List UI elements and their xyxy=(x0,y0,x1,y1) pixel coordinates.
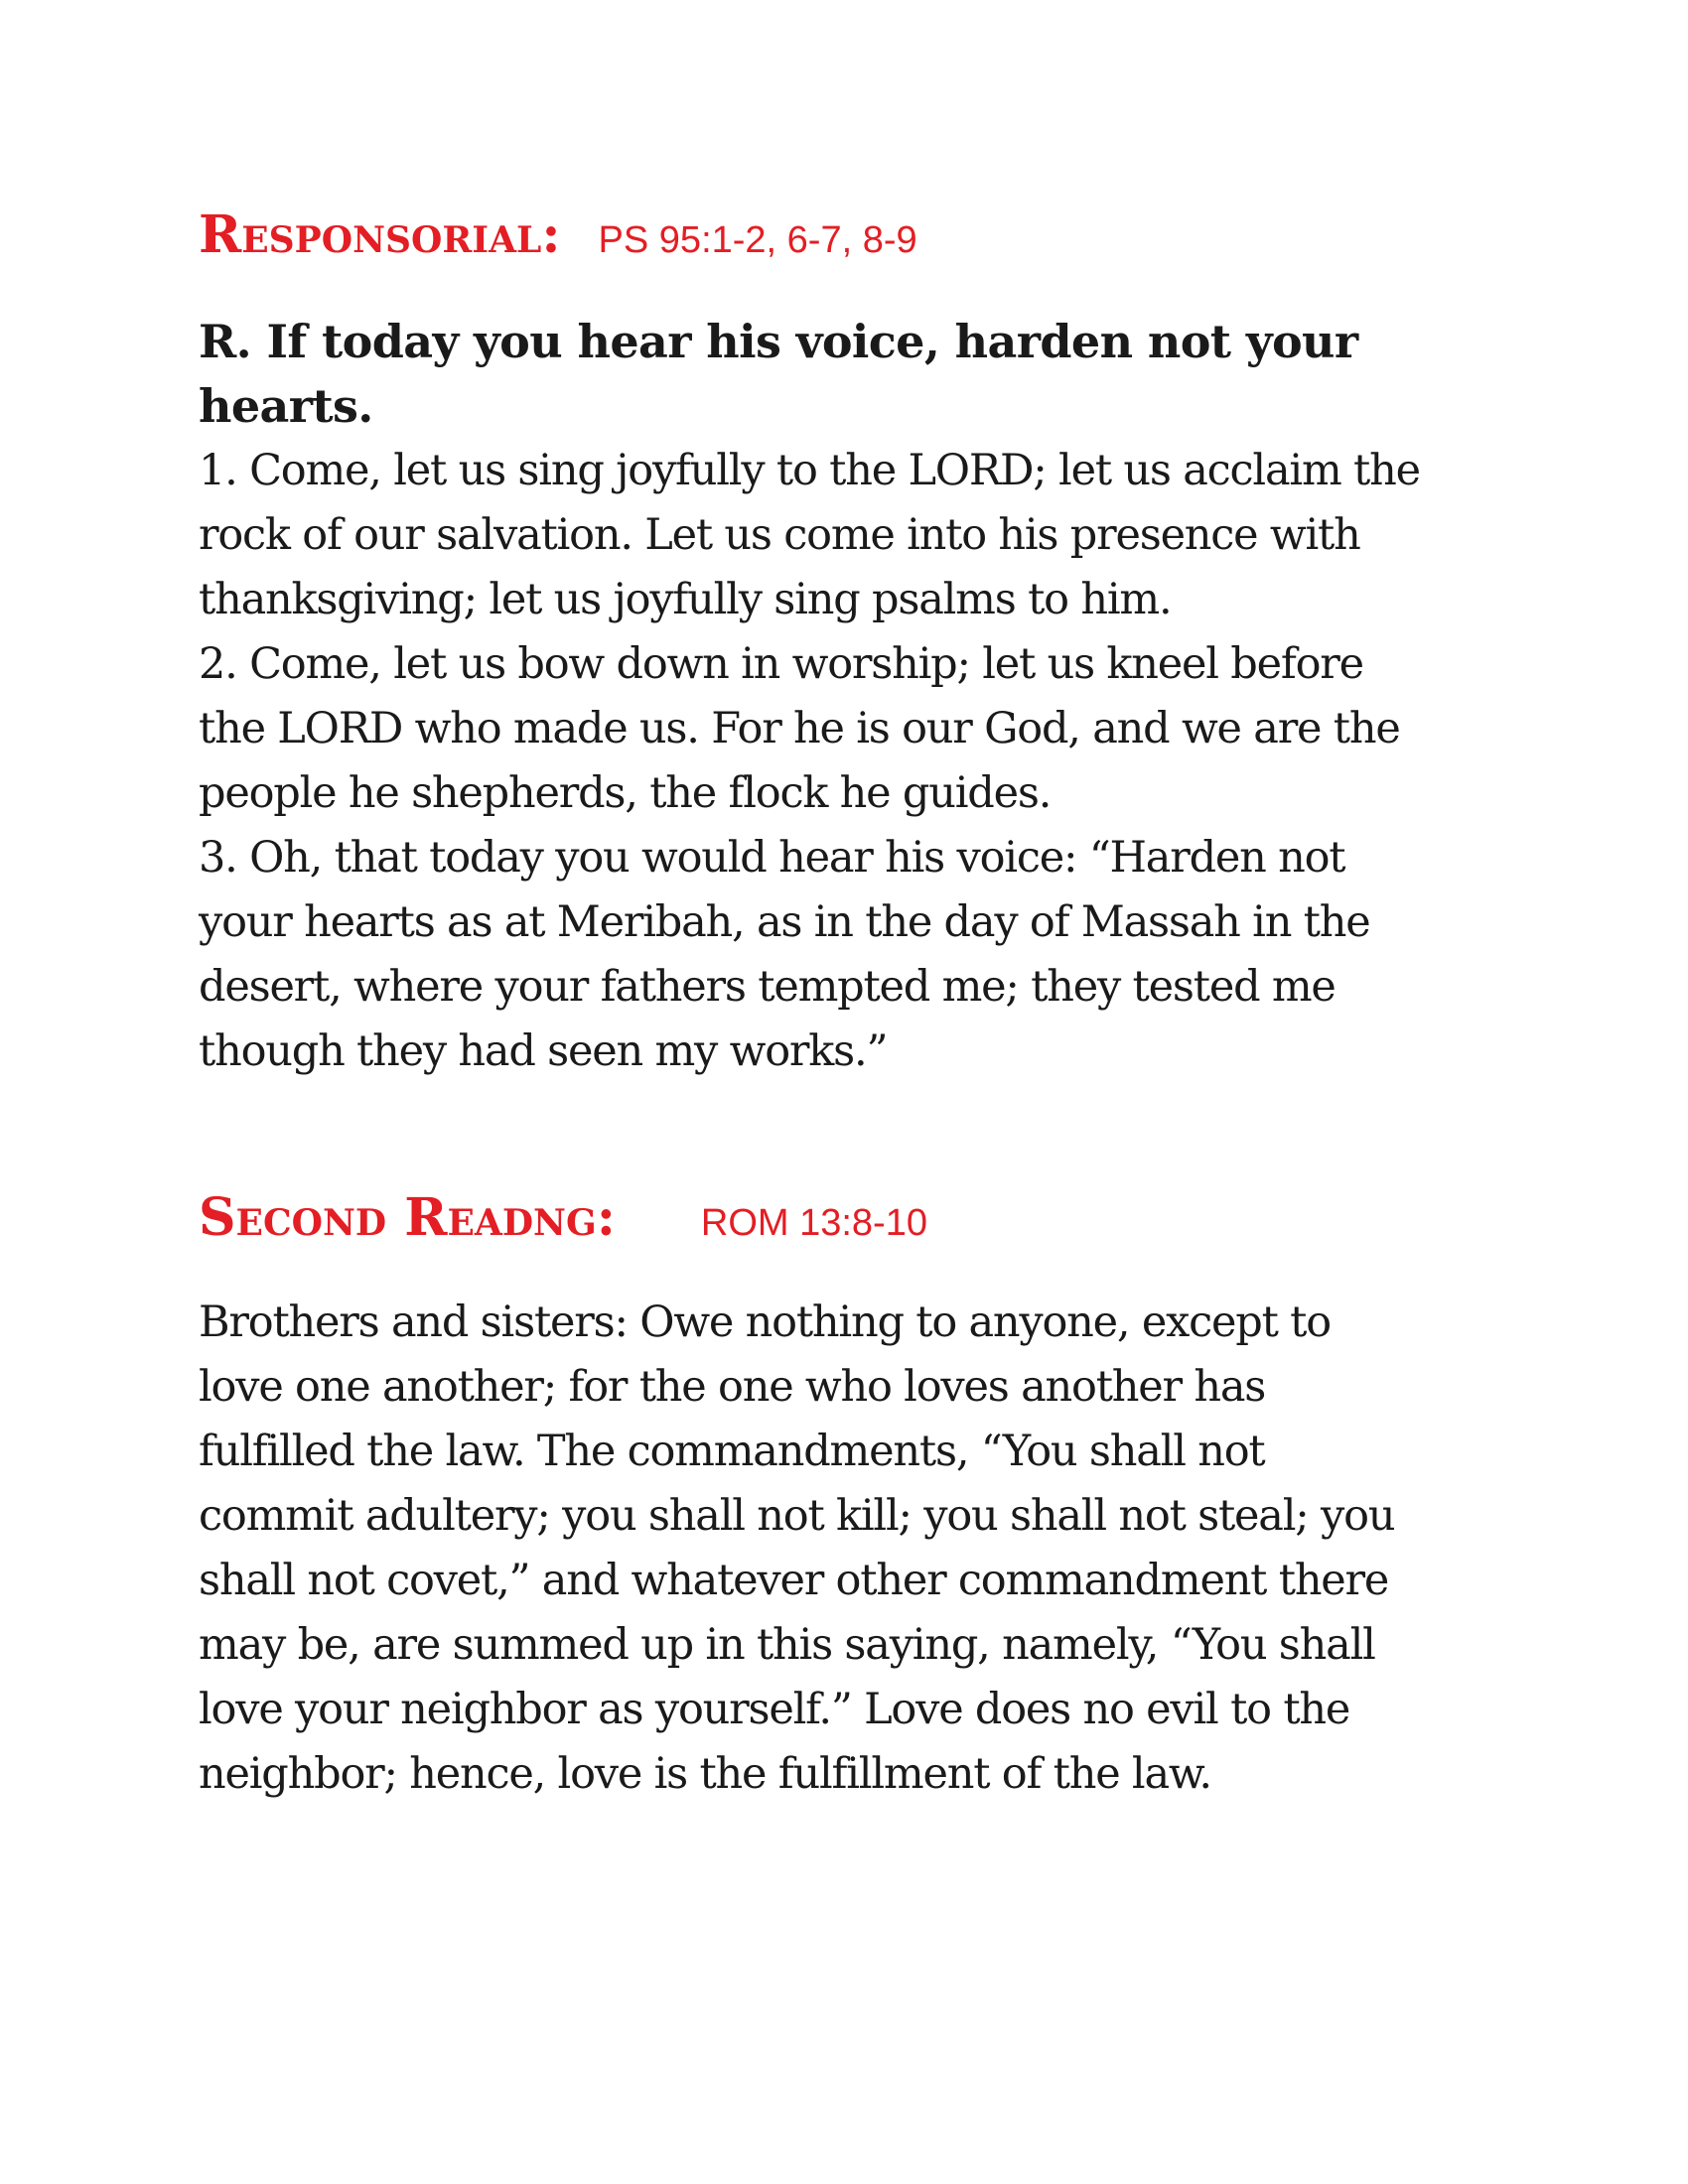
responsorial-reference: PS 95:1-2, 6-7, 8-9 xyxy=(598,219,917,261)
verse-line: 2. Come, let us bow down in worship; let us kneel before xyxy=(199,639,1363,689)
second-reading-reference: ROM 13:8-10 xyxy=(700,1202,927,1244)
reading-line: commit adultery; you shall not kill; you shall not steal; you xyxy=(199,1491,1395,1541)
verse-line: rock of our salvation. Let us come into his presence with xyxy=(199,510,1360,560)
reading-line: neighbor; hence, love is the fulfillment of the law. xyxy=(199,1749,1211,1799)
verse-line: your hearts as at Meribah, as in the day of Massah in the xyxy=(199,897,1370,947)
reading-line: love one another; for the one who loves another has xyxy=(199,1362,1266,1412)
reading-line: may be, are summed up in this saying, namely, “You shall xyxy=(199,1620,1375,1670)
refrain-line: R. If today you hear his voice, harden not your xyxy=(199,315,1358,368)
verse-line: thanksgiving; let us joyfully sing psalms to him. xyxy=(199,575,1172,624)
second-reading-text xyxy=(199,1291,1509,1807)
reading-line: love your neighbor as yourself.” Love does no evil to the xyxy=(199,1685,1350,1734)
verse-line: desert, where your fathers tempted me; they tested me xyxy=(199,962,1336,1012)
verse-line: 3. Oh, that today you would hear his voice: “Harden not xyxy=(199,833,1345,883)
verse-line: the LORD who made us. For he is our God, and we are the xyxy=(199,704,1400,753)
second-reading-title: Second Readng: xyxy=(199,1187,616,1248)
refrain-line: hearts. xyxy=(199,379,373,433)
psalm-refrain xyxy=(199,310,1509,439)
responsorial-heading xyxy=(199,205,917,265)
reading-line: shall not covet,” and whatever other commandment there xyxy=(199,1556,1389,1605)
reading-line: Brothers and sisters: Owe nothing to anyone, except to xyxy=(199,1297,1331,1347)
verse-line: 1. Come, let us sing joyfully to the LORD; let us acclaim the xyxy=(199,446,1420,495)
reading-line: fulfilled the law. The commandments, “You shall not xyxy=(199,1427,1265,1476)
verse-line: people he shepherds, the flock he guides. xyxy=(199,768,1052,818)
psalm-verses xyxy=(199,439,1509,1084)
responsorial-title: Responsorial: xyxy=(199,205,561,265)
second-reading-heading xyxy=(199,1187,927,1248)
psalm-text xyxy=(199,310,1509,1084)
verse-line: though they had seen my works.” xyxy=(199,1026,888,1076)
